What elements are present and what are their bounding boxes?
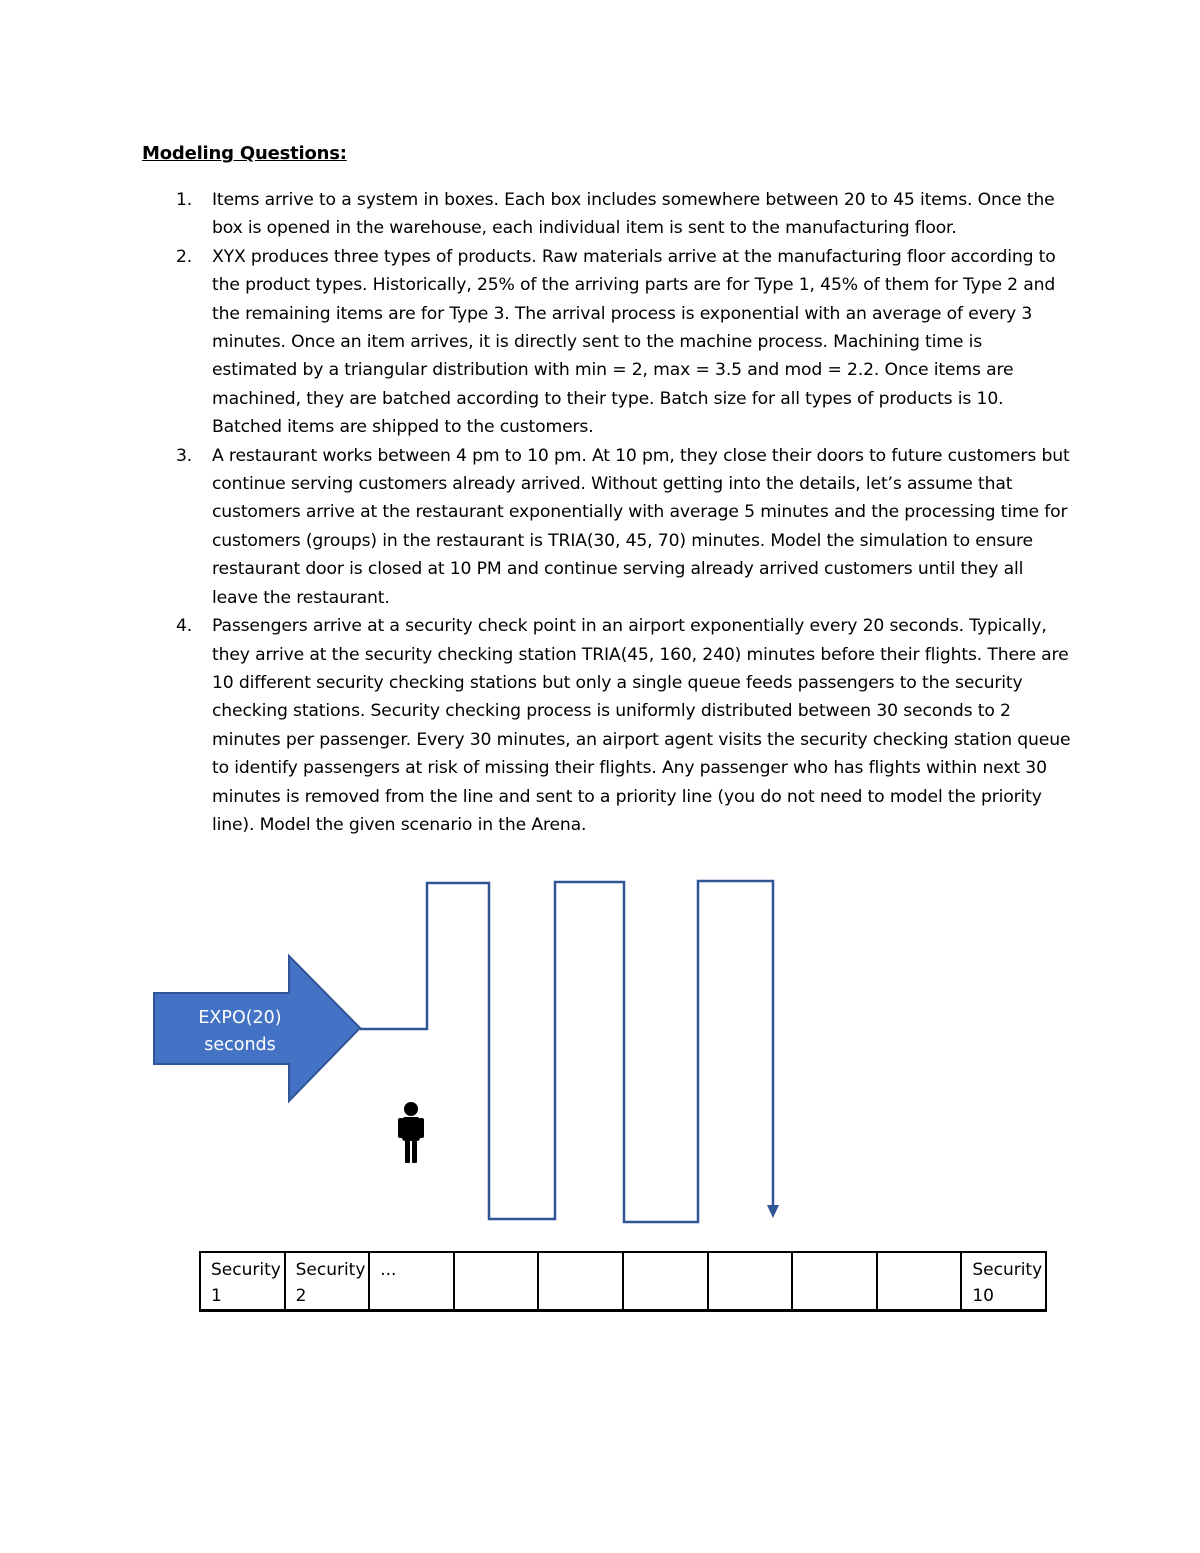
arrival-arrow [154, 956, 360, 1101]
arrow-label-line1: EXPO(20) [198, 1008, 282, 1028]
question-text: Passengers arrive at a security check point in an airport exponentially every 20 seconds. Typically, they arrive at the security checking station TRIA(45, 160, 240) minutes before their flights. There are 10 different security checking stations but only a single queue feeds passengers to the security checking stations. Security checking process is uniformly distributed between 30 seconds to 2 minutes per passenger. Every 30 minutes, an airport agent visits the security checking station queue to identify passengers at risk of missing their flights. Any passenger who has flights within next 30 minutes is removed from the line and sent to a priority line (you do not need to model the priority line). Model the given scenario in the Arena. [212, 616, 1071, 835]
question-number: 4. [176, 616, 193, 637]
question-text: A restaurant works between 4 pm to 10 pm. At 10 pm, they close their doors to future customers but continue serving customers already arrived. Without getting into the details, let’s assume that customers arrive at the restaurant exponentially with average 5 minutes and the processing time for customers (groups) in the restaurant is TRIA(30, 45, 70) minutes. Model the simulation to ensure restaurant door is closed at 10 PM and continue serving already arrived customers until they all leave the restaurant. [212, 445, 1070, 608]
station-cell [623, 1252, 708, 1311]
person-icon [398, 1102, 424, 1163]
station-cell [877, 1252, 962, 1311]
arrow-label-line2: seconds [204, 1035, 276, 1055]
question-number: 3. [176, 445, 193, 466]
queue-line [360, 881, 773, 1222]
queue-line-arrowhead [767, 1205, 779, 1218]
station-cell: ... [369, 1252, 454, 1311]
question-number: 2. [176, 246, 193, 267]
station-cell [538, 1252, 623, 1311]
station-cell [792, 1252, 877, 1311]
station-cell [708, 1252, 793, 1311]
question-item [142, 442, 1072, 612]
question-item [142, 612, 1072, 839]
question-item [142, 243, 1072, 442]
question-list [142, 186, 1072, 839]
station-cell: Security 10 [961, 1252, 1046, 1311]
security-stations-table [199, 1251, 1047, 1312]
question-item [142, 186, 1072, 243]
page-heading: Modeling Questions: [142, 143, 347, 164]
station-cell: Security 2 [285, 1252, 370, 1311]
question-number: 1. [176, 190, 193, 210]
station-cell [454, 1252, 539, 1311]
station-cell: Security 1 [200, 1252, 285, 1311]
question-text: Items arrive to a system in boxes. Each box includes somewhere between 20 to 45 items. Once the box is opened in the warehouse, each individual item is sent to the manufacturing floor. [212, 190, 1055, 239]
question-text: XYX produces three types of products. Raw materials arrive at the manufacturing floor according to the product types. Historically, 25% of the arriving parts are for Type 1, 45% of them for Type 2 and the remaining items are for Type 3. The arrival process is exponential with an average of every 3 minutes. Once an item arrives, it is directly sent to the machine process. Machining time is estimated by a triangular distribution with min = 2, max = 3.5 and mod = 2.2. Once items are machined, they are batched according to their type. Batch size for all types of products is 10. Batched items are shipped to the customers. [212, 246, 1056, 438]
